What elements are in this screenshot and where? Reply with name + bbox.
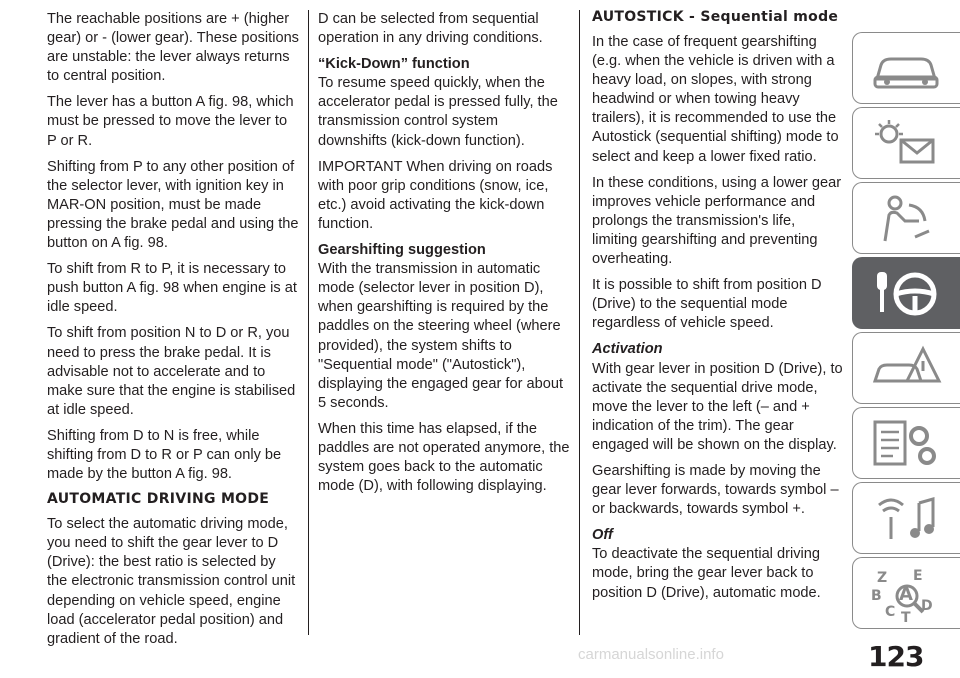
paragraph: To resume speed quickly, when the accelerator pedal is pressed fully, the transmission control system downshifts (kick-down function). bbox=[318, 75, 558, 149]
index-letter: A bbox=[899, 584, 913, 605]
tab-starting-and-driving[interactable] bbox=[852, 257, 960, 329]
subheading-off: Off bbox=[592, 527, 613, 544]
paragraph: The reachable positions are + (higher gear) or - (lower gear). These positions are unstable: the lever always returns to central position. bbox=[47, 11, 299, 85]
tab-emergency[interactable] bbox=[852, 332, 960, 404]
paragraph: The lever has a button A fig. 98, which must be pressed to move the lever to P or R. bbox=[47, 94, 294, 149]
subheading-kick-down: “Kick-Down” function bbox=[318, 56, 470, 73]
index-letter: T bbox=[901, 610, 911, 622]
warning-lights-envelope-icon bbox=[869, 116, 945, 172]
paragraph: To shift from position N to D or R, you need to press the brake pedal. It is advisable not to accelerate and to make sure that the engine is stabilised at idle speed. bbox=[47, 325, 296, 418]
paragraph: In these conditions, using a lower gear improves vehicle performance and prolongs the transmission's life, limiting gearshifting and preventing overheating. bbox=[592, 174, 842, 268]
paragraph: Shifting from D to N is free, while shifting from D to R or P can only be made by the button A fig. 98. bbox=[47, 427, 282, 483]
column-divider-1 bbox=[308, 10, 309, 635]
paragraph: Shifting from P to any other position of the selector lever, with ignition key in MAR-ON position, must be made pressing the brake pedal and using the button on A fig. 98. bbox=[47, 158, 299, 252]
text-column-2 bbox=[318, 10, 570, 503]
paragraph: Gearshifting is made by moving the gear lever forwards, towards symbol – or backwards, towards symbol +. bbox=[592, 462, 839, 518]
car-triangle-icon bbox=[869, 341, 945, 397]
column-divider-2 bbox=[579, 10, 580, 635]
tab-dashboard[interactable] bbox=[852, 32, 960, 104]
paragraph: With the transmission in automatic mode (selector lever in position D), when gearshifting is required by the paddles on the steering wheel (where provided), the system shifts to "Sequential mode" ("Autostick"), displaying the engaged gear for about 5 seconds. bbox=[318, 261, 564, 411]
text-column-3 bbox=[592, 10, 844, 610]
text-column-1 bbox=[47, 10, 299, 656]
tab-warning-lights[interactable] bbox=[852, 107, 960, 179]
tab-servicing[interactable] bbox=[852, 407, 960, 479]
paragraph: To select the automatic driving mode, you need to shift the gear lever to D (Drive): the best ratio is selected by the electronic transmission control unit depending on vehicle speed, engine load (accelerator pedal position) and gradient of the road. bbox=[47, 516, 296, 647]
tab-multimedia[interactable] bbox=[852, 482, 960, 554]
page-number: 123 bbox=[868, 640, 924, 673]
paragraph: To shift from R to P, it is necessary to push button A fig. 98 when engine is at idle speed. bbox=[47, 261, 297, 316]
subheading-activation: Activation bbox=[592, 341, 663, 358]
section-heading-autostick: AUTOSTICK - Sequential mode bbox=[592, 9, 839, 25]
service-gears-icon bbox=[869, 416, 945, 472]
car-icon bbox=[869, 41, 945, 97]
subheading-gearshifting-suggestion: Gearshifting suggestion bbox=[318, 242, 486, 259]
watermark: carmanualsonline.info bbox=[578, 646, 724, 663]
index-letter: E bbox=[913, 568, 923, 584]
index-letter: B bbox=[871, 588, 882, 604]
paragraph: D can be selected from sequential operation in any driving conditions. bbox=[318, 11, 543, 47]
tab-index[interactable] bbox=[852, 557, 960, 629]
paragraph: In the case of frequent gearshifting (e.g. when the vehicle is driven with a heavy load, on slopes, with strong headwind or when towing heavy trailers), it is recommended to use the Autostick (sequential shifting) mode to select and keep a lower fixed ratio. bbox=[592, 34, 839, 165]
tab-safety[interactable] bbox=[852, 182, 960, 254]
paragraph: It is possible to shift from position D (Drive) to the sequential mode regardless of vehicle speed. bbox=[592, 277, 822, 332]
index-letters-icon bbox=[869, 566, 945, 622]
multimedia-music-icon bbox=[869, 491, 945, 547]
paragraph: To deactivate the sequential driving mode, bring the gear lever back to position D (Drive), automatic mode. bbox=[592, 546, 821, 601]
important-note: IMPORTANT When driving on roads with poor grip conditions (snow, ice, etc.) avoid activating the kick-down function. bbox=[318, 158, 553, 232]
paragraph: With gear lever in position D (Drive), to activate the sequential drive mode, move the lever to the left (– and + indication of the trim). The gear engaged will be shown on the display. bbox=[592, 360, 843, 453]
paragraph: When this time has elapsed, if the paddles are not operated anymore, the system goes back to the automatic mode (D), with following displaying. bbox=[318, 420, 570, 495]
seat-airbag-icon bbox=[869, 191, 945, 247]
index-letter: D bbox=[921, 598, 933, 614]
section-heading-automatic-driving-mode: AUTOMATIC DRIVING MODE bbox=[47, 491, 270, 508]
key-steering-wheel-icon bbox=[869, 266, 945, 322]
index-letter: Z bbox=[877, 570, 888, 586]
index-letter: C bbox=[885, 604, 896, 620]
